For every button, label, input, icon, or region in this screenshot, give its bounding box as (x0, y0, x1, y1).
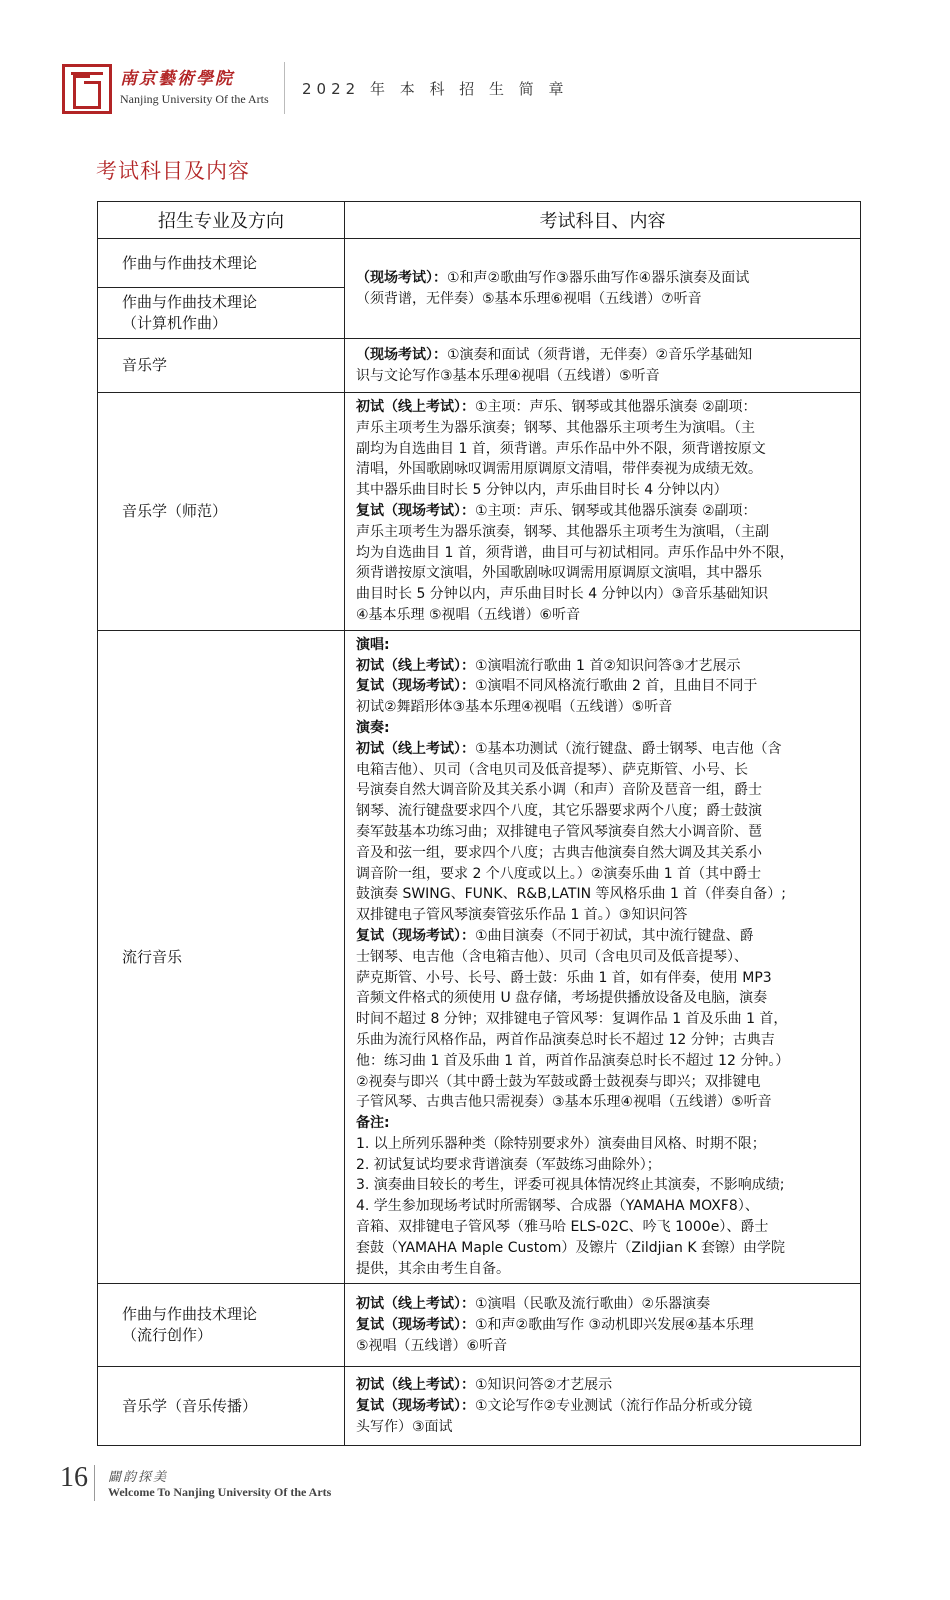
exam-type-label: 初试（线上考试）： (356, 740, 475, 757)
content-text: ①演唱流行歌曲 1 首②知识问答③才艺展示 (475, 657, 741, 674)
content-text: 声乐主项考生为器乐演奏，钢琴、其他器乐主项考生为演唱，（主副 (356, 523, 769, 540)
subsection-heading: 演唱: (356, 636, 390, 653)
note-item: 2. 初试复试均要求背谱演奏（军鼓练习曲除外）； (356, 1156, 661, 1173)
note-item: 套鼓（YAMAHA Maple Custom）及镲片（Zildjian K 套镲）由学院 (356, 1239, 785, 1256)
page-header (62, 62, 882, 118)
exam-type-label: 初试（线上考试）： (356, 657, 475, 674)
content-text: ①和声②歌曲写作③器乐曲写作④器乐演奏及面试 (447, 269, 750, 286)
table-header-row (98, 202, 861, 239)
exam-type-label: 复试（现场考试）： (356, 1317, 475, 1334)
content-text: 识与文论写作③基本乐理④视唱（五线谱）⑤听音 (356, 367, 660, 384)
major-cell: 音乐学（师范） (98, 393, 345, 631)
content-text: ②视奏与即兴（其中爵士鼓为军鼓或爵士鼓视奏与即兴；双排键电 (356, 1073, 761, 1090)
content-cell (345, 393, 861, 631)
content-text: 双排键电子管风琴演奏管弦乐作品 1 首。）③知识问答 (356, 907, 688, 924)
footer-divider (94, 1465, 95, 1501)
major-cell: 流行音乐 (98, 630, 345, 1284)
content-text: 初试②舞蹈形体③基本乐理④视唱（五线谱）⑤听音 (356, 699, 673, 716)
content-cell (345, 239, 861, 339)
major-cell: 音乐学 (98, 339, 345, 393)
content-text: ①主项：声乐、钢琴或其他器乐演奏 ②副项： (475, 399, 757, 415)
column-header-major: 招生专业及方向 (98, 202, 345, 239)
major-name: 作曲与作曲技术理论 (122, 293, 258, 311)
content-text: 头写作）③面试 (356, 1418, 453, 1435)
content-text: 号演奏自然大调音阶及其关系小调（和声）音阶及琶音一组，爵士 (356, 782, 762, 799)
content-text: 钢琴、流行键盘要求四个八度，其它乐器要求两个八度；爵士鼓演 (356, 803, 762, 820)
content-text: 乐曲为流行风格作品，两首作品演奏总时长不超过 12 分钟；古典吉 (356, 1031, 775, 1048)
major-name: 作曲与作曲技术理论 (122, 1305, 258, 1324)
content-text: ①主项：声乐、钢琴或其他器乐演奏 ②副项： (475, 502, 757, 519)
content-text: ①基本功测试（流行键盘、爵士钢琴、电吉他（含 (475, 740, 782, 757)
content-text: ④基本乐理 ⑤视唱（五线谱）⑥听音 (356, 606, 581, 623)
major-cell: 作曲与作曲技术理论 (98, 239, 345, 288)
content-text: ①演唱（民歌及流行歌曲）②乐器演奏 (475, 1296, 711, 1313)
content-cell (345, 1367, 861, 1446)
content-text: 萨克斯管、小号、长号、爵士鼓：乐曲 1 首，如有伴奏，使用 MP3 (356, 969, 772, 986)
university-logo-icon (62, 64, 112, 114)
brochure-title: 2022 年 本 科 招 生 简 章 (302, 80, 569, 98)
content-text: 均为自选曲目 1 首，须背谱，曲目可与初试相同。声乐作品中外不限， (356, 544, 794, 561)
major-cell (98, 288, 345, 339)
footer-welcome: Welcome To Nanjing University Of the Arts (108, 1485, 332, 1499)
content-text: （须背谱，无伴奏）⑤基本乐理⑥视唱（五线谱）⑦听音 (356, 290, 702, 307)
content-text: 音及和弦一组，要求四个八度；古典吉他演奏自然大调及其关系小 (356, 844, 762, 861)
major-cell (98, 1284, 345, 1367)
note-item: 4. 学生参加现场考试时所需钢琴、合成器（YAMAHA MOXF8）、 (356, 1198, 759, 1215)
content-cell (345, 1284, 861, 1367)
content-text: 其中器乐曲目时长 5 分钟以内，声乐曲目时长 4 分钟以内） (356, 482, 728, 499)
table-row (98, 1284, 861, 1367)
content-text: ①文论写作②专业测试（流行作品分析或分镜 (475, 1398, 753, 1415)
content-cell (345, 339, 861, 393)
exam-type-label: （现场考试）： (356, 346, 447, 363)
table-row (98, 239, 861, 288)
content-text: 子管风琴、古典吉他只需视奏）③基本乐理④视唱（五线谱）⑤听音 (356, 1094, 772, 1111)
note-item: 3. 演奏曲目较长的考生，评委可视具体情况终止其演奏，不影响成绩; (356, 1177, 785, 1194)
note-item: 1. 以上所列乐器种类（除特别要求外）演奏曲目风格、时期不限； (356, 1135, 766, 1152)
content-text: 鼓演奏 SWING、FUNK、R&B,LATIN 等风格乐曲 1 首（伴奏自备）; (356, 886, 787, 903)
section-title: 考试科目及内容 (96, 159, 250, 183)
content-text: 他：练习曲 1 首及乐曲 1 首，两首作品演奏总时长不超过 12 分钟。） (356, 1052, 790, 1069)
content-text: 清唱，外国歌剧咏叹调需用原调原文清唱，带伴奏视为成绩无效。 (356, 461, 762, 478)
content-text: ①演奏和面试（须背谱，无伴奏）②音乐学基础知 (447, 346, 753, 363)
exam-type-label: 初试（线上考试）： (356, 399, 475, 415)
footer-motto: 闢韵探美 (108, 1470, 169, 1485)
content-text: ①和声②歌曲写作 ③动机即兴发展④基本乐理 (475, 1317, 754, 1334)
page-number: 16 (60, 1462, 88, 1493)
table-row (98, 339, 861, 393)
content-text: 调音阶一组，要求 2 个八度或以上。）②演奏乐曲 1 首（其中爵士 (356, 865, 762, 882)
content-text: 须背谱按原文演唱，外国歌剧咏叹调需用原调原文演唱，其中器乐 (356, 565, 762, 582)
school-name-en: Nanjing University Of the Arts (120, 92, 269, 106)
note-item: 提供，其余由考生自备。 (356, 1260, 510, 1277)
content-text: ⑤视唱（五线谱）⑥听音 (356, 1337, 508, 1354)
content-text: 曲目时长 5 分钟以内，声乐曲目时长 4 分钟以内）③音乐基础知识 (356, 586, 769, 603)
exam-subjects-table (97, 201, 861, 1446)
content-cell (345, 630, 861, 1284)
exam-type-label: 复试（现场考试）： (356, 678, 475, 695)
exam-type-label: 复试（现场考试）： (356, 1398, 475, 1415)
exam-type-label: 复试（现场考试）： (356, 927, 475, 944)
exam-type-label: 初试（线上考试）： (356, 1296, 475, 1313)
major-direction: （计算机作曲） (122, 314, 228, 332)
content-text: ①知识问答②才艺展示 (475, 1377, 613, 1394)
table-row (98, 1367, 861, 1446)
subsection-heading: 备注: (356, 1115, 390, 1132)
content-text: 声乐主项考生为器乐演奏；钢琴、其他器乐主项考生为演唱。（主 (356, 419, 755, 436)
table-row (98, 393, 861, 631)
subsection-heading: 演奏: (356, 719, 390, 736)
table-row (98, 630, 861, 1284)
content-text: 副均为自选曲目 1 首，须背谱。声乐作品中外不限，须背谱按原文 (356, 440, 766, 457)
major-direction: （流行创作） (122, 1326, 213, 1345)
major-cell: 音乐学（音乐传播） (98, 1367, 345, 1446)
note-item: 音箱、双排键电子管风琴（雅马哈 ELS-02C、吟飞 1000e）、爵士 (356, 1219, 769, 1236)
content-text: 士钢琴、电吉他（含电箱吉他）、贝司（含电贝司及低音提琴）、 (356, 948, 748, 965)
column-header-content: 考试科目、内容 (345, 202, 861, 239)
content-text: 电箱吉他）、贝司（含电贝司及低音提琴）、萨克斯管、小号、长 (356, 761, 748, 778)
exam-type-label: （现场考试）： (356, 269, 447, 286)
content-text: ①曲目演奏（不同于初试，其中流行键盘、爵 (475, 927, 754, 944)
header-divider (284, 62, 285, 114)
content-text: ①演唱不同风格流行歌曲 2 首，且曲目不同于 (475, 678, 758, 695)
content-text: 时间不超过 8 分钟；双排键电子管风琴：复调作品 1 首及乐曲 1 首， (356, 1011, 788, 1028)
content-text: 音频文件格式的须使用 U 盘存储，考场提供播放设备及电脑，演奏 (356, 990, 768, 1007)
content-text: 奏军鼓基本功练习曲；双排键电子管风琴演奏自然大小调音阶、琶 (356, 823, 762, 840)
exam-type-label: 复试（现场考试）： (356, 502, 475, 519)
exam-type-label: 初试（线上考试）： (356, 1377, 475, 1394)
school-name-cn: 南京藝術學院 (120, 69, 234, 89)
